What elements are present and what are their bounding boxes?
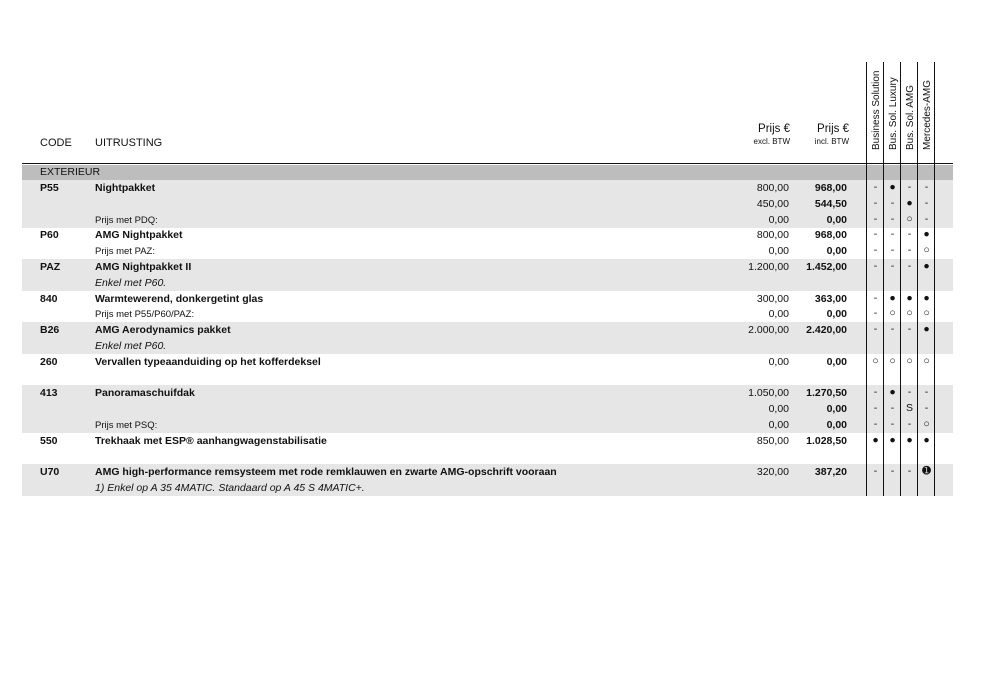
row-description: Panoramaschuifdak xyxy=(95,387,195,400)
row-description: Trekhaak met ESP® aanhangwagenstabilisatie xyxy=(95,434,327,447)
row-code: P55 xyxy=(40,182,59,194)
availability-mark: - xyxy=(873,291,878,304)
row-price-excl: 300,00 xyxy=(756,292,789,305)
row-price-excl: 2.000,00 xyxy=(748,324,789,337)
row-price-incl: 0,00 xyxy=(826,245,847,258)
row-code: PAZ xyxy=(40,261,61,273)
row-description: Prijs met P55/P60/PAZ: xyxy=(95,309,195,321)
availability-mark: ● xyxy=(889,386,896,399)
row-description: AMG Aerodynamics pakket xyxy=(95,324,231,337)
row-price-incl: 363,00 xyxy=(814,292,847,305)
table-row xyxy=(22,433,953,449)
table-row xyxy=(22,401,953,417)
column-divider xyxy=(883,62,884,496)
row-price-incl: 2.420,00 xyxy=(806,324,847,337)
availability-mark: - xyxy=(873,418,878,430)
row-price-excl: 1.050,00 xyxy=(748,387,789,400)
availability-mark: ○ xyxy=(889,354,896,367)
availability-mark: - xyxy=(907,418,912,430)
table-row xyxy=(22,370,953,386)
availability-mark: ○ xyxy=(872,354,879,367)
row-code: 550 xyxy=(40,434,58,447)
availability-mark: ● xyxy=(906,291,913,304)
section-title: EXTERIEUR xyxy=(40,166,101,178)
row-code: P60 xyxy=(40,229,59,242)
table-row xyxy=(22,464,953,480)
availability-mark: ○ xyxy=(906,307,913,320)
version-label-business-solution: Business Solution xyxy=(871,70,882,150)
availability-mark: - xyxy=(873,323,878,336)
section-band xyxy=(22,165,953,180)
row-description: Enkel met P60. xyxy=(95,276,167,289)
row-price-incl: 0,00 xyxy=(826,419,847,431)
availability-mark: - xyxy=(924,181,929,193)
table-row xyxy=(22,322,953,338)
row-price-incl: 387,20 xyxy=(814,466,847,479)
row-price-excl: 850,00 xyxy=(756,434,789,447)
availability-mark: - xyxy=(907,465,912,478)
availability-mark: - xyxy=(890,244,895,257)
row-code: B26 xyxy=(40,324,60,337)
availability-mark: - xyxy=(873,212,878,225)
availability-mark: - xyxy=(873,465,878,478)
availability-mark: ● xyxy=(923,433,930,446)
availability-mark: ○ xyxy=(906,212,913,225)
row-price-excl: 800,00 xyxy=(756,182,789,194)
availability-mark: - xyxy=(890,260,895,272)
row-code: 840 xyxy=(40,292,58,305)
row-description: AMG Nightpakket xyxy=(95,229,183,242)
row-description: Prijs met PSQ: xyxy=(95,420,158,431)
version-label-bus-sol-amg: Bus. Sol. AMG xyxy=(905,84,916,150)
row-price-incl: 1.028,50 xyxy=(806,434,847,447)
row-price-excl: 0,00 xyxy=(768,355,789,368)
row-description: Enkel met P60. xyxy=(95,340,167,352)
table-row xyxy=(22,354,953,370)
row-code: 260 xyxy=(40,355,58,368)
availability-mark: ➊ xyxy=(922,465,931,478)
column-divider xyxy=(900,62,901,496)
table-row xyxy=(22,243,953,259)
availability-mark: - xyxy=(890,196,895,209)
availability-mark: - xyxy=(924,386,929,399)
row-code: U70 xyxy=(40,466,60,479)
header-equipment: UITRUSTING xyxy=(95,137,163,149)
availability-mark: - xyxy=(890,212,895,225)
table-row xyxy=(22,449,953,465)
row-price-incl: 968,00 xyxy=(814,229,847,242)
availability-mark: - xyxy=(907,244,912,257)
availability-mark: - xyxy=(907,260,912,272)
table-row xyxy=(22,196,953,212)
availability-mark: ● xyxy=(889,181,896,193)
table-row xyxy=(22,291,953,307)
version-label-bus-sol-luxury: Bus. Sol. Luxury xyxy=(888,77,899,150)
table-row xyxy=(22,259,953,275)
row-price-incl: 0,00 xyxy=(826,213,847,226)
availability-mark: - xyxy=(873,260,878,272)
row-description: AMG Nightpakket II xyxy=(95,261,192,273)
availability-mark: - xyxy=(907,386,912,399)
row-description: Warmtewerend, donkergetint glas xyxy=(95,292,264,305)
row-price-incl: 0,00 xyxy=(826,403,847,416)
row-price-excl: 0,00 xyxy=(768,308,789,321)
availability-mark: ● xyxy=(889,433,896,446)
availability-mark: - xyxy=(924,212,929,225)
availability-mark: ● xyxy=(923,291,930,304)
row-price-incl: 544,50 xyxy=(814,197,847,210)
table-row xyxy=(22,227,953,243)
availability-mark: ○ xyxy=(923,418,930,430)
table-row xyxy=(22,338,953,354)
header-divider xyxy=(22,163,953,164)
row-price-incl: 968,00 xyxy=(814,182,847,194)
availability-mark: ○ xyxy=(923,307,930,320)
header-price-excl-sub: excl. BTW xyxy=(753,137,790,146)
availability-mark: ● xyxy=(872,433,879,446)
row-description: Prijs met PAZ: xyxy=(95,246,155,258)
row-price-excl: 320,00 xyxy=(756,466,789,479)
availability-mark: ○ xyxy=(923,354,930,367)
header-price-incl-sub: incl. BTW xyxy=(814,137,849,146)
row-description: 1) Enkel op A 35 4MATIC. Standaard op A 45 S 4MATIC+. xyxy=(95,482,365,495)
version-label-mercedes-amg: Mercedes-AMG xyxy=(922,79,933,150)
availability-mark: - xyxy=(890,418,895,430)
table-row xyxy=(22,275,953,291)
availability-mark: - xyxy=(873,307,878,320)
availability-mark: - xyxy=(890,323,895,336)
row-price-excl: 450,00 xyxy=(756,197,789,210)
table-row xyxy=(22,180,953,196)
availability-mark: ● xyxy=(889,291,896,304)
availability-mark: - xyxy=(890,465,895,478)
table-row xyxy=(22,417,953,433)
row-code: 413 xyxy=(40,387,58,400)
table-row xyxy=(22,306,953,322)
row-description: Vervallen typeaanduiding op het kofferdeksel xyxy=(95,355,321,368)
column-divider xyxy=(934,62,935,496)
row-price-excl: 0,00 xyxy=(768,245,789,258)
availability-mark: - xyxy=(924,402,929,415)
row-price-incl: 0,00 xyxy=(826,355,847,368)
row-price-excl: 0,00 xyxy=(768,403,789,416)
row-description: AMG high-performance remsysteem met rode remklauwen en zwarte AMG-opschrift vooraan xyxy=(95,466,557,479)
availability-mark: - xyxy=(873,386,878,399)
row-price-excl: 1.200,00 xyxy=(748,261,789,273)
availability-mark: ● xyxy=(906,433,913,446)
availability-mark: - xyxy=(907,323,912,336)
header-price-incl xyxy=(769,122,849,147)
header-price-excl-label: Prijs € xyxy=(758,123,790,135)
header-price-incl-label: Prijs € xyxy=(817,123,849,135)
row-description: Nightpakket xyxy=(95,182,156,194)
availability-mark: S xyxy=(905,402,913,415)
column-divider xyxy=(866,62,867,496)
row-price-excl: 0,00 xyxy=(768,419,789,431)
row-price-incl: 0,00 xyxy=(826,308,847,321)
availability-mark: ○ xyxy=(906,354,913,367)
row-description: Prijs met PDQ: xyxy=(95,214,158,226)
availability-mark: ● xyxy=(906,196,913,209)
availability-mark: - xyxy=(873,196,878,209)
availability-mark: ● xyxy=(923,260,930,272)
availability-mark: - xyxy=(873,181,878,193)
availability-mark: - xyxy=(873,402,878,415)
availability-mark: ● xyxy=(923,323,930,336)
availability-mark: ● xyxy=(923,228,930,241)
table-row xyxy=(22,212,953,228)
availability-mark: ○ xyxy=(889,307,896,320)
availability-mark: - xyxy=(924,196,929,209)
row-price-incl: 1.270,50 xyxy=(806,387,847,400)
table-row xyxy=(22,385,953,401)
availability-mark: - xyxy=(907,181,912,193)
availability-mark: - xyxy=(890,228,895,241)
header-code: CODE xyxy=(40,137,72,149)
availability-mark: - xyxy=(890,402,895,415)
availability-mark: - xyxy=(873,228,878,241)
availability-mark: - xyxy=(907,228,912,241)
table-row xyxy=(22,480,953,496)
row-price-excl: 0,00 xyxy=(768,213,789,226)
column-divider xyxy=(917,62,918,496)
row-price-excl: 800,00 xyxy=(756,229,789,242)
availability-mark: - xyxy=(873,244,878,257)
availability-mark: ○ xyxy=(923,244,930,257)
row-price-incl: 1.452,00 xyxy=(806,261,847,273)
